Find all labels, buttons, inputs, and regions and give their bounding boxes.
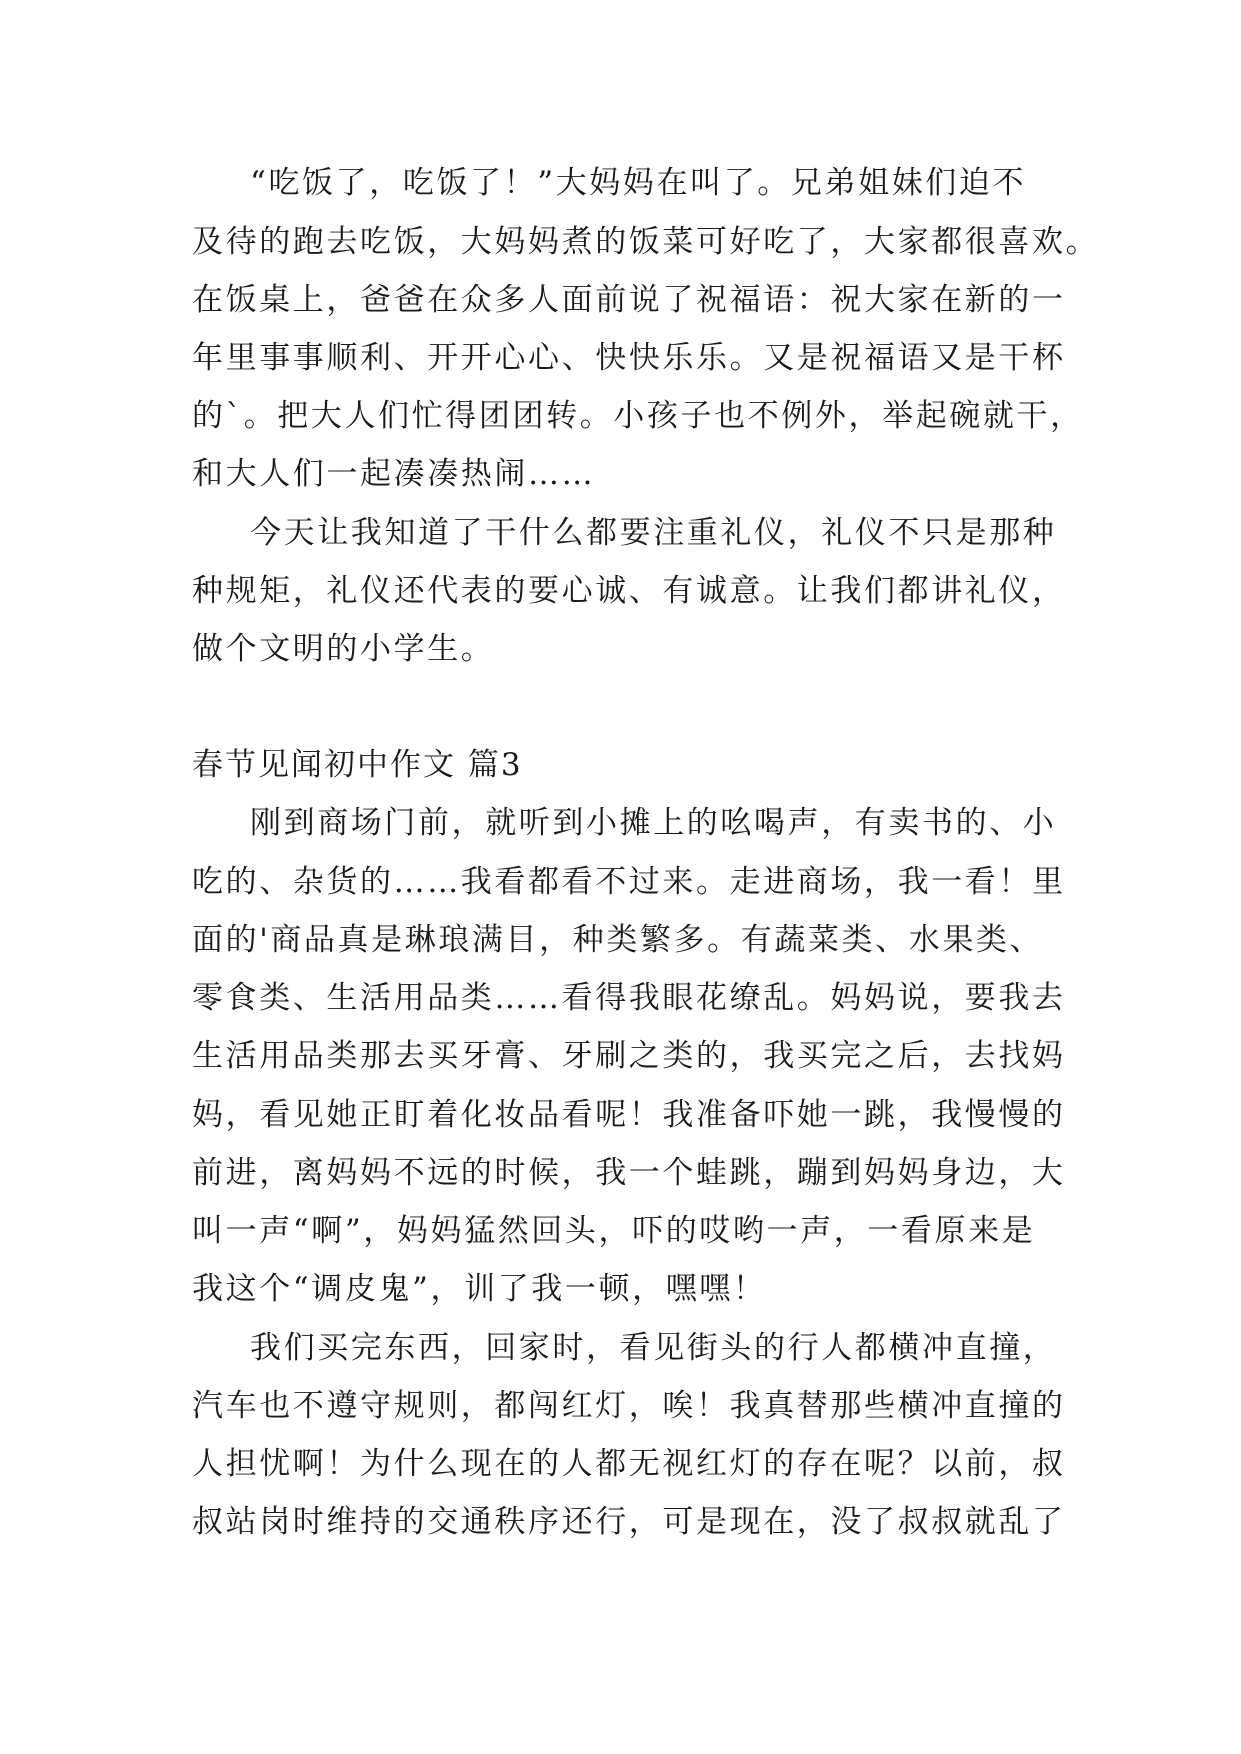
paragraph-1-line-1: “吃饭了，吃饭了！”大妈妈在叫了。兄弟姐妹们迫不 xyxy=(250,165,1027,201)
paragraph-4-line-3: 人担忧啊！为什么现在的人都无视红灯的存在呢？以前，叔 xyxy=(192,1446,1066,1482)
paragraph-1-line-6: 和大人们一起凑凑热闹…… xyxy=(192,456,596,492)
paragraph-3-line-3: 面的'商品真是琳琅满目，种类繁多。有蔬菜类、水果类、 xyxy=(192,922,1044,958)
section-heading: 春节见闻初中作文 篇3 xyxy=(192,747,523,783)
paragraph-3-line-5: 生活用品类那去买牙膏、牙刷之类的，我买完之后，去找妈 xyxy=(192,1038,1066,1074)
paragraph-3-line-6: 妈，看见她正盯着化妆品看呢！我准备吓她一跳，我慢慢的 xyxy=(192,1097,1066,1133)
paragraph-4-line-4: 叔站岗时维持的交通秩序还行，可是现在，没了叔叔就乱了 xyxy=(192,1504,1066,1540)
paragraph-1-line-3: 在饭桌上，爸爸在众多人面前说了祝福语：祝大家在新的一 xyxy=(192,282,1066,318)
paragraph-3-line-7: 前进，离妈妈不远的时候，我一个蛙跳，蹦到妈妈身边，大 xyxy=(192,1155,1066,1191)
paragraph-3-line-4: 零食类、生活用品类……看得我眼花缭乱。妈妈说，要我去 xyxy=(192,980,1066,1016)
paragraph-1-line-2: 及待的跑去吃饭，大妈妈煮的饭菜可好吃了，大家都很喜欢。 xyxy=(192,224,1100,260)
paragraph-1-line-4: 年里事事顺利、开开心心、快快乐乐。又是祝福语又是干杯 xyxy=(192,340,1066,376)
paragraph-2-line-2: 种规矩，礼仪还代表的要心诚、有诚意。让我们都讲礼仪， xyxy=(192,573,1066,609)
paragraph-4-line-1: 我们买完东西，回家时，看见街头的行人都横冲直撞， xyxy=(250,1330,1057,1366)
paragraph-1-line-5: 的`。把大人们忙得团团转。小孩子也不例外，举起碗就干， xyxy=(192,398,1084,434)
paragraph-4-line-2: 汽车也不遵守规则，都闯红灯，唉！我真替那些横冲直撞的 xyxy=(192,1388,1066,1424)
paragraph-3-line-2: 吃的、杂货的……我看都看不过来。走进商场，我一看！里 xyxy=(192,864,1066,900)
paragraph-3-line-8: 叫一声“啊”，妈妈猛然回头，吓的哎哟一声，一看原来是 xyxy=(192,1213,1036,1249)
paragraph-3-line-9: 我这个“调皮鬼”，训了我一顿，嘿嘿！ xyxy=(192,1271,767,1307)
paragraph-2-line-3: 做个文明的小学生。 xyxy=(192,631,495,667)
paragraph-2-line-1: 今天让我知道了干什么都要注重礼仪，礼仪不只是那种 xyxy=(250,515,1057,551)
paragraph-3-line-1: 刚到商场门前，就听到小摊上的吆喝声，有卖书的、小 xyxy=(250,805,1057,841)
